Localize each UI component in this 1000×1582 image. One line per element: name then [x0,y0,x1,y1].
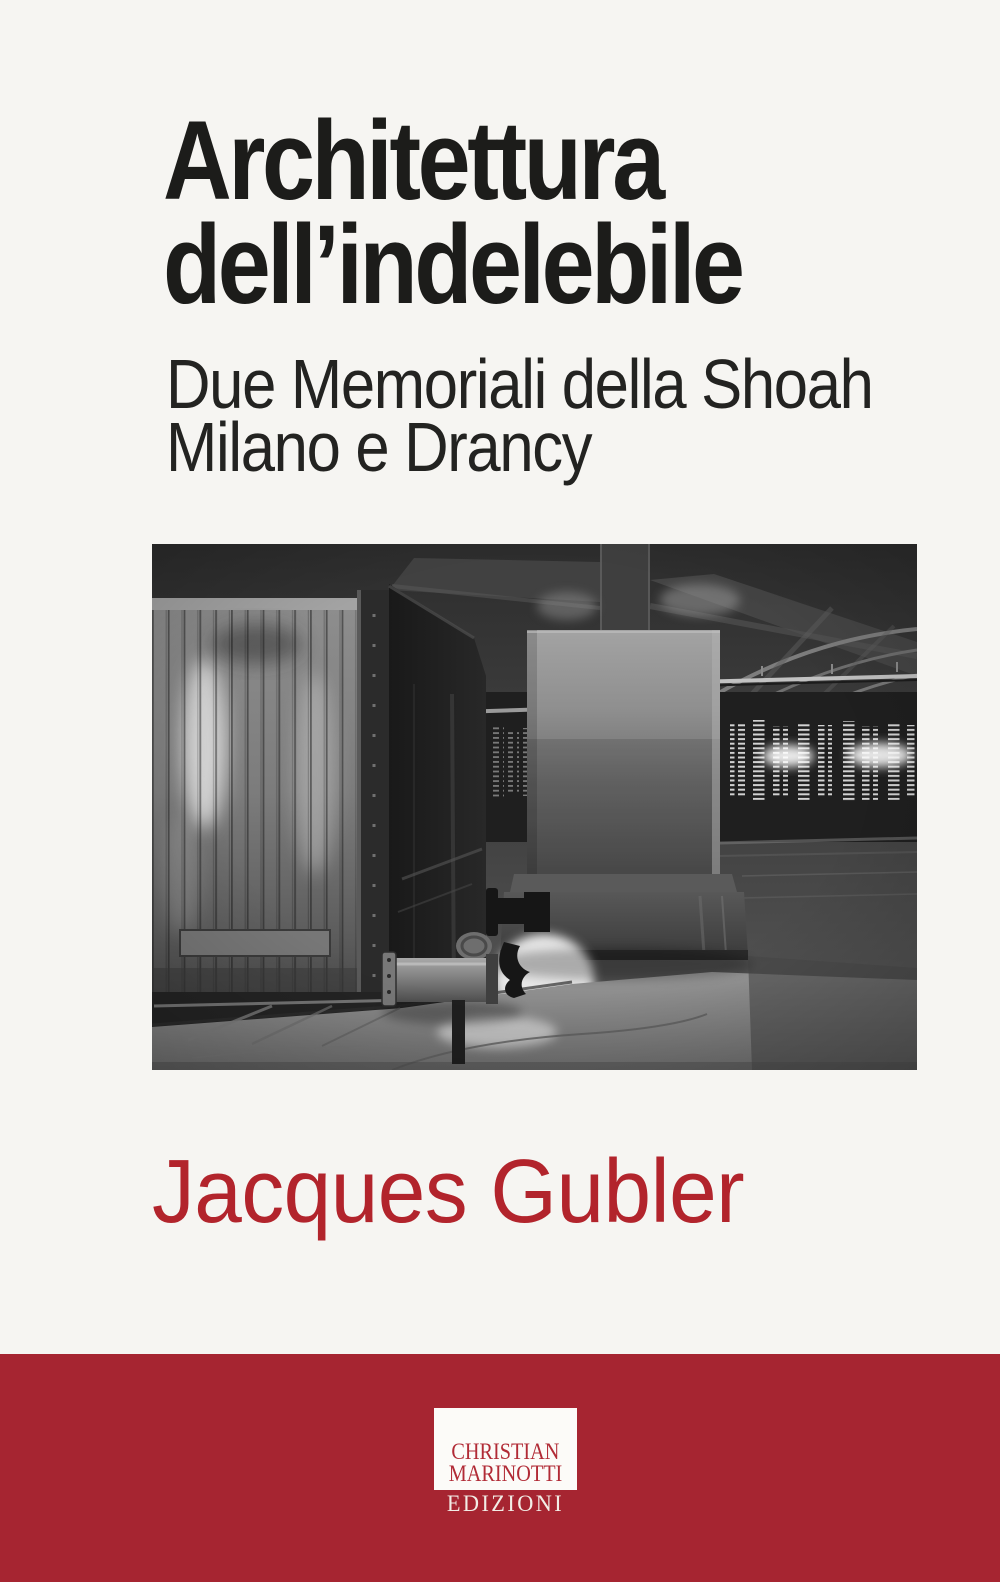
title-line-1: Architettura [163,98,662,223]
book-title [163,98,742,327]
publisher-name-line-2: MARINOTTI [448,1461,563,1486]
publisher-name-line-1: CHRISTIAN [451,1439,560,1464]
vignette [152,544,917,1070]
cover-photo [152,544,917,1070]
subtitle-line-2: Milano e Drancy [166,408,592,486]
publisher-edizioni-label: EDIZIONI [446,1491,565,1516]
title-line-2: dell’indelebile [163,202,742,327]
author-name: Jacques Gubler [152,1142,745,1242]
subtitle-line-1: Due Memoriali della Shoah [166,345,873,423]
book-subtitle [166,345,873,486]
publisher-logo [434,1408,577,1490]
